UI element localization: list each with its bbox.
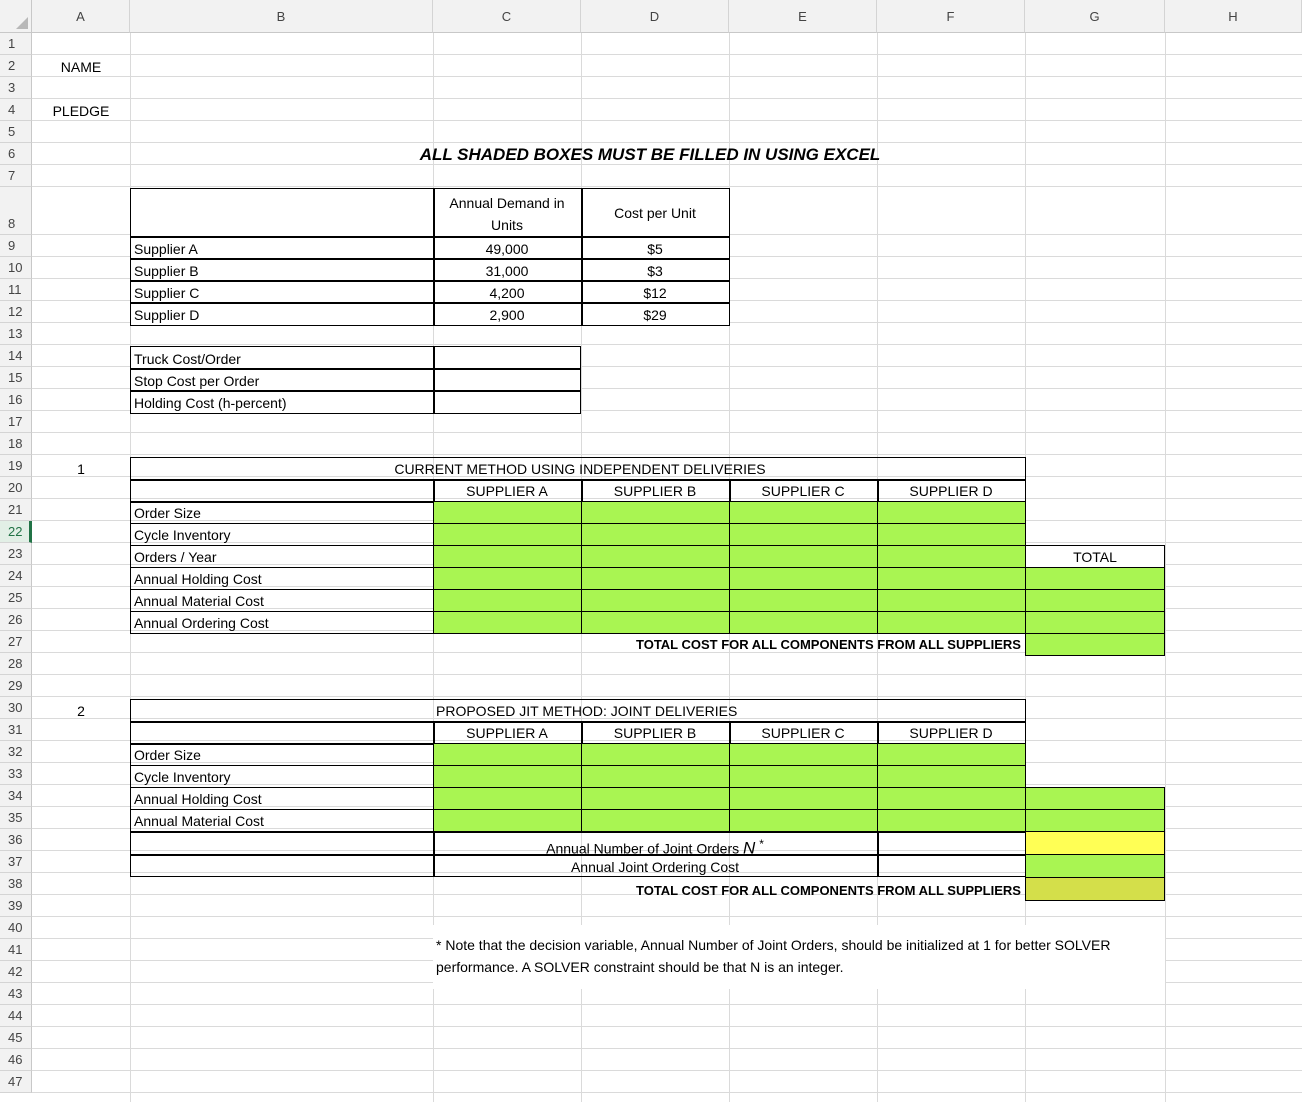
row-header[interactable]: 38 — [0, 873, 32, 895]
supplier-c-cost[interactable]: $12 — [643, 285, 667, 301]
current-grand-total-cell[interactable] — [1025, 633, 1165, 656]
supplier-b-name: Supplier B — [134, 263, 199, 279]
row-header[interactable]: 1 — [0, 33, 32, 55]
row-header[interactable]: 24 — [0, 565, 32, 587]
gridline-horizontal — [32, 54, 1302, 55]
section-1-label: 1 — [77, 461, 85, 477]
gridline-horizontal — [32, 1026, 1302, 1027]
jit-cycle-inventory-label: Cycle Inventory — [134, 769, 231, 785]
select-all-corner[interactable] — [0, 0, 32, 33]
current-method-input-cell[interactable] — [581, 501, 730, 524]
supplier-d-name: Supplier D — [134, 307, 200, 323]
row-header[interactable]: 33 — [0, 763, 32, 785]
jit-method-input-cell[interactable] — [877, 809, 1026, 832]
jit-method-title: PROPOSED JIT METHOD: JOINT DELIVERIES — [436, 703, 738, 719]
current-method-input-cell[interactable] — [877, 567, 1026, 590]
row-header[interactable]: 35 — [0, 807, 32, 829]
current-method-input-cell[interactable] — [433, 501, 582, 524]
gridline-horizontal — [32, 454, 1302, 455]
row-header[interactable]: 6 — [0, 143, 32, 165]
row-header[interactable]: 9 — [0, 235, 32, 257]
row-header[interactable]: 4 — [0, 99, 32, 121]
jit-method-input-cell[interactable] — [877, 787, 1026, 810]
jit-method-input-cell[interactable] — [581, 765, 730, 788]
row-header[interactable]: 41 — [0, 939, 32, 961]
current-supplier-a-header: SUPPLIER A — [466, 483, 548, 499]
current-method-input-cell[interactable] — [433, 545, 582, 568]
jit-method-input-cell[interactable] — [433, 743, 582, 766]
jit-method-input-cell[interactable] — [877, 743, 1026, 766]
row-header[interactable]: 26 — [0, 609, 32, 631]
current-method-input-cell[interactable] — [729, 567, 878, 590]
current-method-input-cell[interactable] — [433, 567, 582, 590]
current-orders-year-label: Orders / Year — [134, 549, 217, 565]
jit-total-material-cell[interactable] — [1025, 809, 1165, 832]
current-cycle-inventory-label: Cycle Inventory — [134, 527, 231, 543]
current-method-input-cell[interactable] — [581, 545, 730, 568]
jit-method-input-cell[interactable] — [877, 765, 1026, 788]
supplier-a-demand[interactable]: 49,000 — [485, 241, 529, 257]
column-header-b[interactable]: B — [130, 0, 433, 33]
row-header[interactable]: 17 — [0, 411, 32, 433]
current-supplier-b-header: SUPPLIER B — [613, 483, 697, 499]
row-header[interactable]: 5 — [0, 121, 32, 143]
joint-ordering-cost-cell[interactable] — [1025, 854, 1165, 878]
current-total-all-label: TOTAL COST FOR ALL COMPONENTS FROM ALL SUPPLIERS — [636, 637, 1021, 652]
current-total-holding-cell[interactable] — [1025, 567, 1165, 590]
demand-header-line1: Annual Demand in — [449, 195, 565, 211]
jit-method-input-cell[interactable] — [581, 809, 730, 832]
section-2-label: 2 — [77, 703, 85, 719]
row-header[interactable]: 42 — [0, 961, 32, 983]
row-header[interactable]: 21 — [0, 499, 32, 521]
jit-method-input-cell[interactable] — [433, 787, 582, 810]
supplier-b-cost[interactable]: $3 — [647, 263, 663, 279]
column-header-g[interactable]: G — [1025, 0, 1165, 33]
page-title: ALL SHADED BOXES MUST BE FILLED IN USING EXCEL — [419, 145, 881, 164]
row-header[interactable]: 36 — [0, 829, 32, 851]
current-method-input-cell[interactable] — [729, 611, 878, 634]
gridline-horizontal — [32, 1004, 1302, 1005]
row-header[interactable]: 29 — [0, 675, 32, 697]
row-header[interactable]: 2 — [0, 55, 32, 77]
joint-orders-label: Annual Number of Joint Orders — [546, 840, 740, 857]
gridline-horizontal — [32, 142, 1302, 143]
pledge-label: PLEDGE — [52, 103, 110, 119]
supplier-d-demand[interactable]: 2,900 — [489, 307, 525, 323]
current-method-input-cell[interactable] — [877, 545, 1026, 568]
current-method-title: CURRENT METHOD USING INDEPENDENT DELIVERIES — [394, 461, 766, 477]
row-header[interactable]: 18 — [0, 433, 32, 455]
current-method-input-cell[interactable] — [433, 523, 582, 546]
current-method-input-cell[interactable] — [877, 611, 1026, 634]
row-header[interactable]: 40 — [0, 917, 32, 939]
joint-orders-symbol: N — [743, 838, 756, 858]
gridline-horizontal — [32, 120, 1302, 121]
jit-supplier-d-header: SUPPLIER D — [909, 725, 993, 741]
current-method-input-cell[interactable] — [433, 611, 582, 634]
current-method-input-cell[interactable] — [877, 589, 1026, 612]
row-header[interactable]: 32 — [0, 741, 32, 763]
current-total-ordering-cell[interactable] — [1025, 611, 1165, 634]
cost-header: Cost per Unit — [614, 205, 696, 221]
jit-method-input-cell[interactable] — [433, 765, 582, 788]
supplier-c-demand[interactable]: 4,200 — [489, 285, 525, 301]
current-material-cost-label: Annual Material Cost — [134, 593, 264, 609]
row-header[interactable]: 13 — [0, 323, 32, 345]
row-header[interactable]: 46 — [0, 1049, 32, 1071]
jit-method-input-cell[interactable] — [729, 743, 878, 766]
joint-ordering-cost-label: Annual Joint Ordering Cost — [570, 859, 740, 875]
joint-orders-star: * — [759, 837, 764, 851]
current-order-size-label: Order Size — [134, 505, 201, 521]
row-header[interactable]: 11 — [0, 279, 32, 301]
note-line-2: performance. A SOLVER constraint should be that N is an integer. — [436, 959, 844, 975]
row-header[interactable]: 10 — [0, 257, 32, 279]
gridline-horizontal — [32, 98, 1302, 99]
demand-header-line2: Units — [491, 217, 523, 233]
jit-holding-cost-label: Annual Holding Cost — [134, 791, 262, 807]
row-header[interactable]: 44 — [0, 1005, 32, 1027]
row-header[interactable]: 19 — [0, 455, 32, 477]
column-header-e[interactable]: E — [729, 0, 877, 33]
row-header[interactable]: 31 — [0, 719, 32, 741]
jit-supplier-a-header: SUPPLIER A — [466, 725, 548, 741]
current-method-input-cell[interactable] — [729, 545, 878, 568]
row-header[interactable]: 45 — [0, 1027, 32, 1049]
row-header[interactable]: 14 — [0, 345, 32, 367]
truck-cost-label: Truck Cost/Order — [134, 351, 241, 367]
jit-order-size-label: Order Size — [134, 747, 201, 763]
gridline-horizontal — [32, 1048, 1302, 1049]
row-header[interactable]: 16 — [0, 389, 32, 411]
supplier-d-cost[interactable]: $29 — [643, 307, 667, 323]
current-method-input-cell[interactable] — [729, 589, 878, 612]
row-header[interactable]: 39 — [0, 895, 32, 917]
gridline-horizontal — [32, 1092, 1302, 1093]
joint-orders-n-cell[interactable] — [1025, 831, 1165, 855]
name-label: NAME — [60, 59, 102, 75]
column-header-a[interactable]: A — [32, 0, 130, 33]
column-header-h[interactable]: H — [1165, 0, 1302, 33]
jit-method-input-cell[interactable] — [581, 787, 730, 810]
current-total-header: TOTAL — [1073, 549, 1117, 565]
current-total-material-cell[interactable] — [1025, 589, 1165, 612]
row-header[interactable]: 3 — [0, 77, 32, 99]
column-header-d[interactable]: D — [581, 0, 729, 33]
jit-method-input-cell[interactable] — [729, 809, 878, 832]
row-header[interactable]: 27 — [0, 631, 32, 653]
gridline-horizontal — [32, 916, 1302, 917]
jit-method-input-cell[interactable] — [581, 743, 730, 766]
gridline-vertical — [1165, 33, 1166, 1102]
supplier-a-name: Supplier A — [134, 241, 198, 257]
row-header[interactable]: 23 — [0, 543, 32, 565]
current-holding-cost-label: Annual Holding Cost — [134, 571, 262, 587]
current-method-input-cell[interactable] — [581, 567, 730, 590]
gridline-horizontal — [32, 76, 1302, 77]
stop-cost-label: Stop Cost per Order — [134, 373, 260, 389]
jit-method-input-cell[interactable] — [433, 809, 582, 832]
current-method-input-cell[interactable] — [581, 589, 730, 612]
current-method-input-cell[interactable] — [729, 501, 878, 524]
jit-grand-total-cell[interactable] — [1025, 877, 1165, 901]
current-method-input-cell[interactable] — [729, 523, 878, 546]
gridline-horizontal — [32, 674, 1302, 675]
gridline-horizontal — [32, 186, 1302, 187]
current-method-input-cell[interactable] — [877, 523, 1026, 546]
gridline-horizontal — [32, 1070, 1302, 1071]
jit-supplier-b-header: SUPPLIER B — [613, 725, 697, 741]
jit-supplier-c-header: SUPPLIER C — [761, 725, 845, 741]
row-header[interactable]: 8 — [0, 187, 32, 235]
current-method-input-cell[interactable] — [877, 501, 1026, 524]
row-header[interactable]: 20 — [0, 477, 32, 499]
column-header-c[interactable]: C — [433, 0, 581, 33]
gridline-horizontal — [32, 696, 1302, 697]
row-header[interactable]: 28 — [0, 653, 32, 675]
row-header[interactable]: 7 — [0, 165, 32, 187]
current-supplier-c-header: SUPPLIER C — [761, 483, 845, 499]
jit-method-input-cell[interactable] — [729, 787, 878, 810]
row-header[interactable]: 15 — [0, 367, 32, 389]
current-supplier-d-header: SUPPLIER D — [909, 483, 993, 499]
row-header[interactable]: 37 — [0, 851, 32, 873]
jit-method-input-cell[interactable] — [729, 765, 878, 788]
row-header[interactable]: 47 — [0, 1071, 32, 1093]
stop-cost-input[interactable] — [435, 370, 580, 390]
row-header[interactable]: 25 — [0, 587, 32, 609]
column-header-f[interactable]: F — [877, 0, 1025, 33]
current-method-input-cell[interactable] — [433, 589, 582, 612]
gridline-horizontal — [32, 432, 1302, 433]
note-line-1: * Note that the decision variable, Annual Number of Joint Orders, should be initialized at 1 for better SOLVER — [436, 937, 1111, 953]
current-method-input-cell[interactable] — [581, 611, 730, 634]
row-header[interactable]: 30 — [0, 697, 32, 719]
truck-cost-input[interactable] — [435, 348, 580, 368]
row-header[interactable]: 22 — [0, 521, 32, 543]
current-method-input-cell[interactable] — [581, 523, 730, 546]
supplier-a-cost[interactable]: $5 — [647, 241, 663, 257]
holding-cost-label: Holding Cost (h-percent) — [134, 395, 287, 411]
holding-cost-input[interactable] — [435, 392, 580, 412]
jit-total-holding-cell[interactable] — [1025, 787, 1165, 810]
jit-material-cost-label: Annual Material Cost — [134, 813, 264, 829]
current-ordering-cost-label: Annual Ordering Cost — [134, 615, 269, 631]
jit-total-all-label: TOTAL COST FOR ALL COMPONENTS FROM ALL SUPPLIERS — [636, 883, 1021, 898]
supplier-c-name: Supplier C — [134, 285, 200, 301]
supplier-b-demand[interactable]: 31,000 — [485, 263, 529, 279]
row-header[interactable]: 12 — [0, 301, 32, 323]
gridline-horizontal — [32, 344, 1302, 345]
row-header[interactable]: 43 — [0, 983, 32, 1005]
row-header[interactable]: 34 — [0, 785, 32, 807]
